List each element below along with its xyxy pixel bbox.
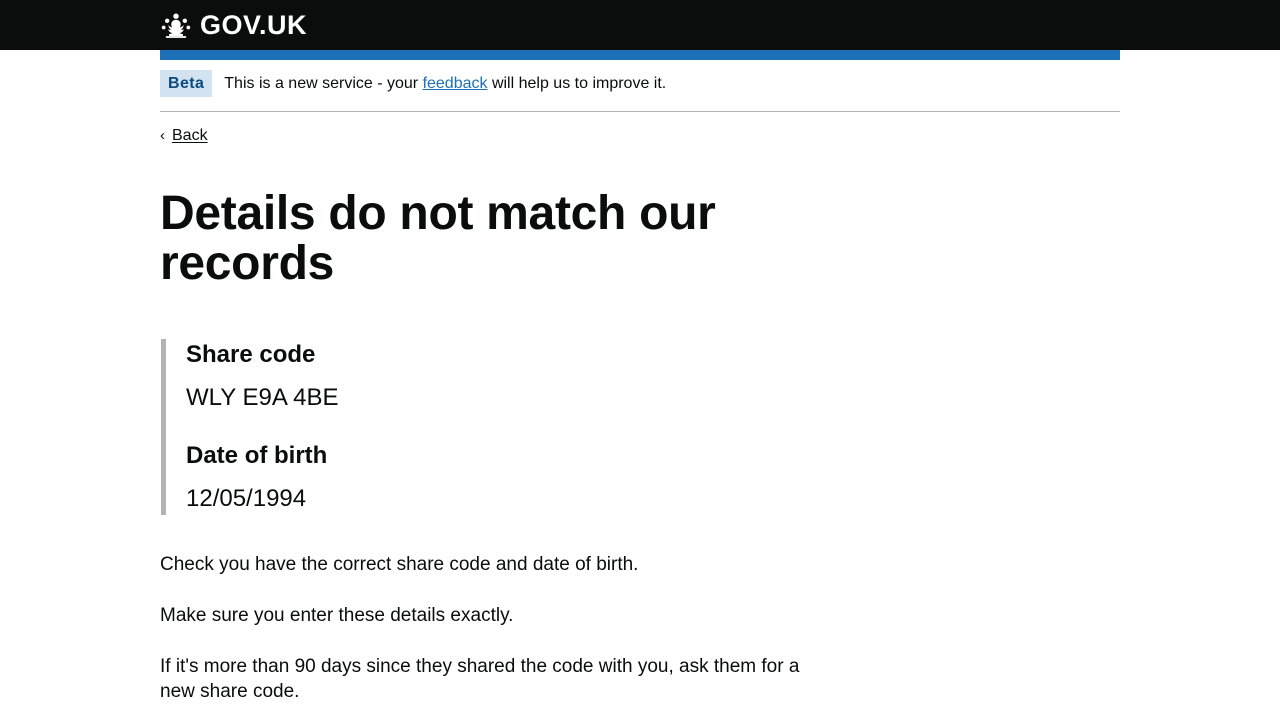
phase-text-after: will help us to improve it. [487,74,667,92]
body-paragraph: Make sure you enter these details exactly. [160,604,514,626]
chevron-left-icon: ‹ [160,127,165,144]
date-of-birth-value: 12/05/1994 [186,485,307,513]
crown-icon [160,12,192,39]
header-inner [160,9,1120,40]
phase-tag-beta: Beta [160,70,212,97]
details-inset [161,339,801,515]
phase-banner [160,60,1120,112]
site-header [0,0,1280,50]
back-link-wrapper [160,112,1120,145]
phase-text-before: This is a new service - your [224,74,423,92]
phase-banner-text [224,74,666,94]
govuk-logo-text: GOV.UK [200,9,308,40]
page-title: Details do not match our records [160,187,716,291]
feedback-link[interactable]: feedback [422,74,488,92]
back-link-label: Back [172,127,208,144]
share-code-value: WLY E9A 4BE [186,383,339,411]
service-blue-bar [160,50,1120,60]
govuk-home-link[interactable] [160,9,308,40]
body-paragraph: Check you have the correct share code and date of birth. [160,553,639,575]
page-container [160,60,1120,704]
date-of-birth-label: Date of birth [186,442,328,470]
body-paragraph: If it's more than 90 days since they shared the code with you, ask them for a new share code. [160,655,800,702]
back-link[interactable] [160,127,208,145]
body-copy [160,552,800,704]
share-code-label: Share code [186,340,316,368]
